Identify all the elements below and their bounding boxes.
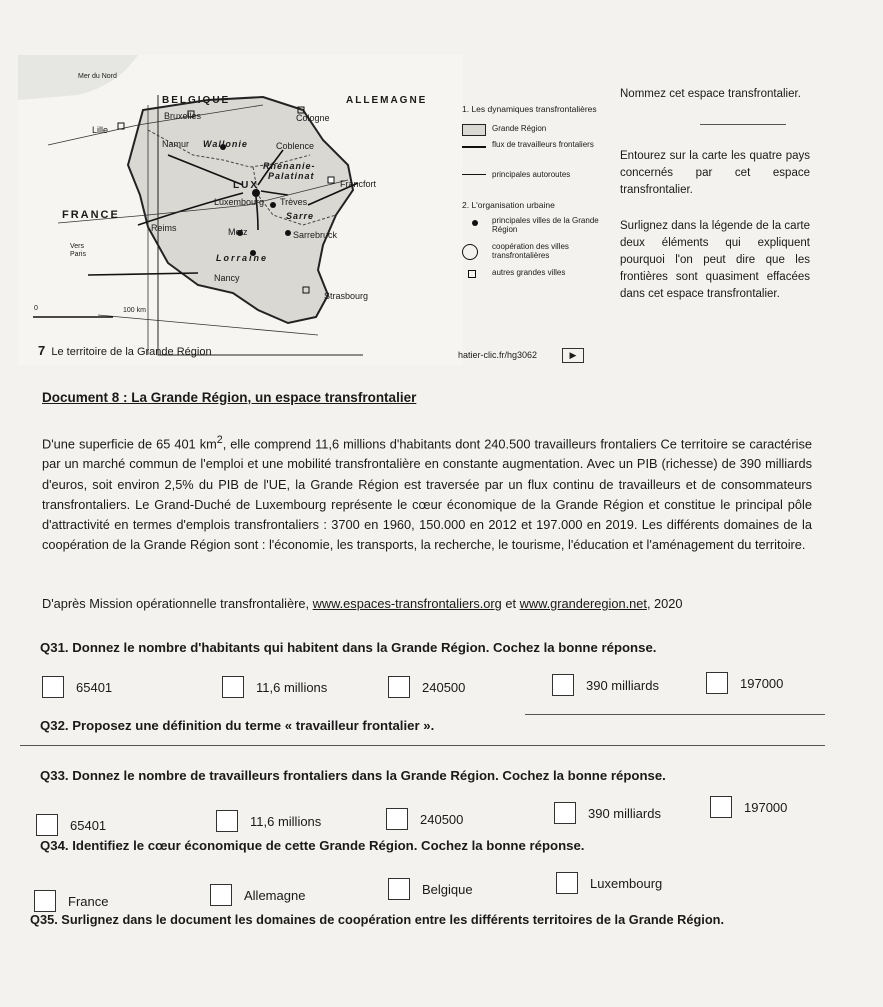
legend-swatch-autres	[468, 270, 476, 278]
instruction-2	[620, 148, 810, 199]
legend-swatch-cooperation	[462, 244, 478, 260]
map-caption-text: Le territoire de la Grande Région	[51, 346, 212, 358]
answer-line-instruction-1[interactable]	[700, 124, 786, 125]
option-label: 390 milliards	[588, 805, 661, 821]
checkbox[interactable]	[552, 674, 574, 696]
map-label-francfort: Francfort	[340, 179, 377, 189]
option-label: Belgique	[422, 881, 473, 897]
instruction-1	[620, 86, 810, 103]
map-label-sarrebruck: Sarrebruck	[293, 230, 338, 240]
play-icon[interactable]: ▶	[562, 348, 584, 363]
option-label: 11,6 millions	[250, 813, 322, 829]
legend-villes: principales villes de la Grande Région	[492, 216, 599, 234]
option-label: Luxembourg	[590, 875, 663, 891]
option-label: 240500	[420, 811, 464, 827]
map-label-strasbourg: Strasbourg	[324, 291, 369, 301]
source-prefix: D'après Mission opérationnelle transfrontalière,	[42, 596, 313, 611]
map-label-coblence: Coblence	[276, 141, 315, 151]
option-label: 11,6 millions	[256, 679, 328, 695]
map-label-palatinat: Palatinat	[268, 171, 315, 181]
checkbox[interactable]	[222, 676, 244, 698]
map-label-belgique: BELGIQUE	[162, 95, 231, 106]
checkbox[interactable]	[556, 872, 578, 894]
map-label-namur: Namur	[162, 139, 190, 149]
map-label-treves: Trèves	[280, 197, 308, 207]
checkbox[interactable]	[710, 796, 732, 818]
map-label-lorraine: Lorraine	[216, 253, 269, 263]
legend-section2-title: 2. L'organisation urbaine	[462, 200, 555, 210]
map-label-sarre: Sarre	[286, 211, 315, 221]
q31-option-1[interactable]	[42, 676, 112, 698]
q33-option-5[interactable]	[710, 796, 787, 818]
checkbox[interactable]	[36, 814, 58, 836]
q33-option-2[interactable]	[216, 810, 321, 832]
q34-option-2[interactable]	[210, 884, 305, 906]
map-label-lille: Lille	[92, 125, 109, 135]
region-map	[18, 55, 463, 365]
q31-option-4[interactable]	[552, 674, 659, 696]
legend-grande-region: Grande Région	[492, 124, 547, 133]
instruction-1-text: Nommez cet espace transfrontalier.	[620, 88, 801, 100]
legend-swatch-flux	[462, 146, 486, 148]
document-body-sup: 2	[216, 434, 223, 446]
legend-swatch-autoroutes	[462, 174, 486, 175]
q34-option-4[interactable]	[556, 872, 662, 894]
map-label-luxembourg: Luxembourg	[214, 197, 265, 207]
checkbox[interactable]	[210, 884, 232, 906]
legend-cooperation: coopération des villes transfrontalières	[492, 242, 569, 260]
instruction-3-text: Surlignez dans la légende de la carte deux éléments qui expliquent pourquoi l'on peut dire que les frontières sont quasiment effacées dans cet espace transfrontalier.	[620, 220, 810, 300]
instruction-3	[620, 218, 810, 303]
checkbox[interactable]	[706, 672, 728, 694]
q31-option-3[interactable]	[388, 676, 465, 698]
option-label: 197000	[740, 675, 784, 691]
checkbox[interactable]	[42, 676, 64, 698]
option-label: 240500	[422, 679, 466, 695]
map-label-vers-paris: Vers Paris	[70, 243, 86, 258]
instruction-2-text: Entourez sur la carte les quatre pays concernés par cet espace transfrontalier.	[620, 150, 810, 196]
map-label-france: FRANCE	[62, 209, 120, 221]
source-mid: et	[501, 596, 520, 611]
map-label-bruxelles: Bruxelles	[164, 111, 202, 121]
question-33: Q33. Donnez le nombre de travailleurs frontaliers dans la Grande Région. Cochez la bonne réponse.	[40, 768, 666, 783]
checkbox[interactable]	[554, 802, 576, 824]
checkbox[interactable]	[388, 676, 410, 698]
legend-section1-title: 1. Les dynamiques transfrontalières	[462, 104, 597, 114]
map-label-cologne: Cologne	[296, 113, 330, 123]
map-label-sea: Mer du Nord	[78, 73, 117, 80]
checkbox[interactable]	[388, 878, 410, 900]
source-link-espaces[interactable]: www.espaces-transfrontaliers.org	[312, 596, 502, 611]
map-caption-number: 7	[38, 343, 46, 358]
q33-option-3[interactable]	[386, 808, 463, 830]
option-label: France	[68, 893, 109, 909]
map-label-lux: LUX	[233, 180, 259, 191]
document-source	[42, 596, 683, 611]
q31-option-2[interactable]	[222, 676, 327, 698]
question-32: Q32. Proposez une définition du terme « travailleur frontalier ».	[40, 718, 435, 733]
document-body-rest: , elle comprend 11,6 millions d'habitants dont 240.500 travailleurs frontaliers Ce territoire se caractérise par un marché commun de l'emploi et une mobilité transfrontalière en constante augmentation. Avec un PIB (richesse) de 390 milliards d'euros, soit environ 2,5% du PIB de l'UE, la Grande Région est traversée par un flux continu de travailleurs et de consommateurs transfrontaliers. Le Grand-Duché de Luxembourg représente le cœur économique de la Grande Région et constitue le principal pôle d'attractivité en termes d'emplois transfrontaliers : 3700 en 1960, 150.000 en 2012 et 197.000 en 2019. Les différents domaines de la coopération de la Grande Région sont : l'économie, les transports, la recherche, le tourisme, l'éducation et l'aménagement du territoire.	[42, 436, 812, 553]
option-label: Allemagne	[244, 887, 306, 903]
question-35: Q35. Surlignez dans le document les domaines de coopération entre les différents territoires de la Grande Région.	[30, 912, 725, 927]
document-body-start: D'une superficie de 65 401 km	[42, 436, 217, 452]
map-scale-100: 100 km	[123, 307, 146, 314]
question-31: Q31. Donnez le nombre d'habitants qui habitent dans la Grande Région. Cochez la bonne réponse.	[40, 640, 657, 655]
map-scale-zero: 0	[34, 305, 38, 312]
map-label-nancy: Nancy	[214, 273, 240, 283]
map-label-wallonie: Wallonie	[203, 139, 248, 149]
q33-option-4[interactable]	[554, 802, 661, 824]
legend-link[interactable]: hatier-clic.fr/hg3062	[458, 350, 538, 360]
map-label-rhenanie: Rhénanie-	[263, 161, 316, 171]
map-caption	[38, 343, 212, 358]
legend-swatch-villes	[472, 220, 478, 226]
q31-option-5[interactable]	[706, 672, 783, 694]
map-label-allemagne: ALLEMAGNE	[346, 95, 428, 106]
answer-line-q32-1[interactable]	[525, 714, 825, 715]
option-label: 65401	[70, 817, 107, 833]
checkbox[interactable]	[216, 810, 238, 832]
map-label-reims: Reims	[151, 223, 177, 233]
option-label: 390 milliards	[586, 677, 659, 693]
map-label-metz: Metz	[228, 227, 248, 237]
legend-flux: flux de travailleurs frontaliers	[492, 140, 594, 149]
legend-autoroutes: principales autoroutes	[492, 170, 571, 179]
legend-autres: autres grandes villes	[492, 268, 566, 277]
source-link-granderegion[interactable]: www.granderegion.net	[519, 596, 647, 611]
q34-option-1[interactable]	[34, 890, 108, 912]
answer-line-q32-2[interactable]	[20, 745, 825, 746]
document-body	[42, 430, 812, 555]
q34-option-3[interactable]	[388, 878, 473, 900]
option-label: 65401	[76, 679, 113, 695]
question-34: Q34. Identifiez le cœur économique de cette Grande Région. Cochez la bonne réponse.	[40, 838, 585, 853]
document-title: Document 8 : La Grande Région, un espace transfrontalier	[42, 390, 417, 405]
legend-swatch-region	[462, 124, 486, 136]
option-label: 197000	[744, 799, 788, 815]
q33-option-1[interactable]	[36, 814, 106, 836]
checkbox[interactable]	[34, 890, 56, 912]
checkbox[interactable]	[386, 808, 408, 830]
source-suffix: , 2020	[646, 596, 683, 611]
